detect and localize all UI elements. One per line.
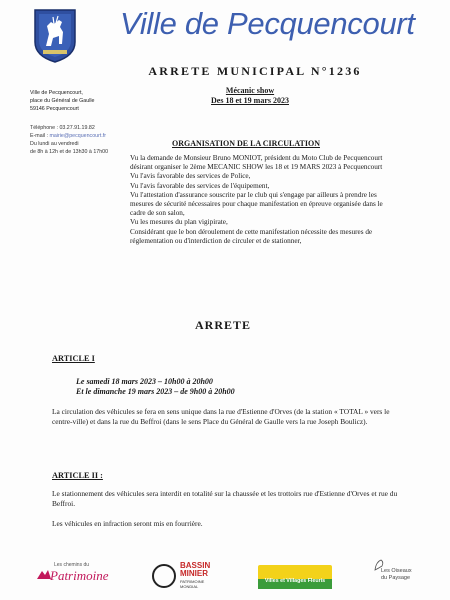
subject-line-1: Mécanic show [225,86,275,95]
sender-address [30,89,130,113]
villes-fleuris-logo [258,565,332,589]
email-line [30,132,140,140]
oiseaux-text [381,568,412,581]
oiseaux-logo [371,558,421,592]
hours-line-2: de 8h à 12h et de 13h30 à 17h00 [30,149,109,155]
consideration: Vu l'attestation d'assurance souscrite par le club qui s'engage par ailleurs à prendre les mesures de sécurité nécessaires pour chaque manifestation en épreuve organisée dans le cadre de son salon, [130,190,383,218]
patrimoine-logo [36,562,116,588]
bassin-line-2: MINIER [180,569,208,578]
sender-contact [30,124,140,156]
oiseaux-line-1: Les Oiseaux [381,568,412,574]
address-line: place du Général de Gaulle [30,98,95,104]
oiseaux-line-2: du Paysage [381,574,411,581]
consideration: Vu l'avis favorable des services de l'équipement, [130,181,270,190]
email-label: E-mail : [30,133,50,139]
bassin-line-3: PATRIMOINE MONDIAL [180,579,205,589]
patrimoine-small-text: Les chemins du [54,562,90,568]
section-heading: ORGANISATION DE LA CIRCULATION [172,139,320,148]
bassin-line-1: BASSIN [180,561,211,570]
subject-line-2: Des 18 et 19 mars 2023 [211,96,289,105]
considerations-block [130,154,400,246]
article-1-dates [76,377,356,397]
consideration: Vu l'avis favorable des services de Police, [130,172,251,181]
consideration: Vu les mesures du plan vigipirate, [130,218,228,227]
article-2-body: Le stationnement des véhicules sera interdit en totalité sur la chaussée et les trottoirs rue d'Estienne d'Orves et rue du Beffroi. [52,489,398,508]
date-line-2: Et le dimanche 19 mars 2023 – de 9h00 à 20h00 [76,387,235,396]
email-link[interactable]: mairie@pecquencourt.fr [49,133,107,139]
bassin-minier-logo [152,560,222,590]
town-title: Ville de Pecquencourt [120,6,415,41]
article-1-body: La circulation des véhicules se fera en sens unique dans la rue d'Estienne d'Orves (de la station « TOTAL » vers le centre-ville) et dans la rue du Beffroi (dans le sens Place du Général de Gaulle vers la rue Joseph Boulicz). [52,407,390,426]
date-line-1: Le samedi 18 mars 2023 – 10h00 à 20h00 [76,377,213,386]
villes-fleuris-text: Villes et Villages Fleuris [264,578,326,584]
consideration: Considérant que le bon déroulement de cette manifestation nécessite des mesures de réglementation ou d'interdiction de circuler et de stationner, [130,227,373,245]
address-line: Ville de Pecquencourt, [30,90,83,96]
article-1-title: ARTICLE I [52,354,95,363]
consideration: Vu la demande de Monsieur Bruno MONIOT, président du Moto Club de Pecquencourt désirant organiser le 2ème MECANIC SHOW les 18 et 19 MARS 2023 à Pecquencourt [130,154,383,172]
bassin-circle-icon [152,564,176,588]
arrete-title: ARRETE [194,318,251,332]
subject [190,86,310,106]
patrimoine-big-text: Patrimoine [50,568,109,583]
article-2-title: ARTICLE II : [52,471,103,480]
arrete-number: ARRETE MUNICIPAL N°1236 [148,64,362,78]
article-2-note: Les véhicules en infraction seront mis en fourrière. [52,519,203,528]
address-line: 59146 Pecquencourt [30,106,79,112]
town-crest-logo [33,8,77,64]
hours-line-1: Du lundi au vendredi [30,141,79,147]
phone: Téléphone : 03.27.91.19.82 [30,125,95,131]
